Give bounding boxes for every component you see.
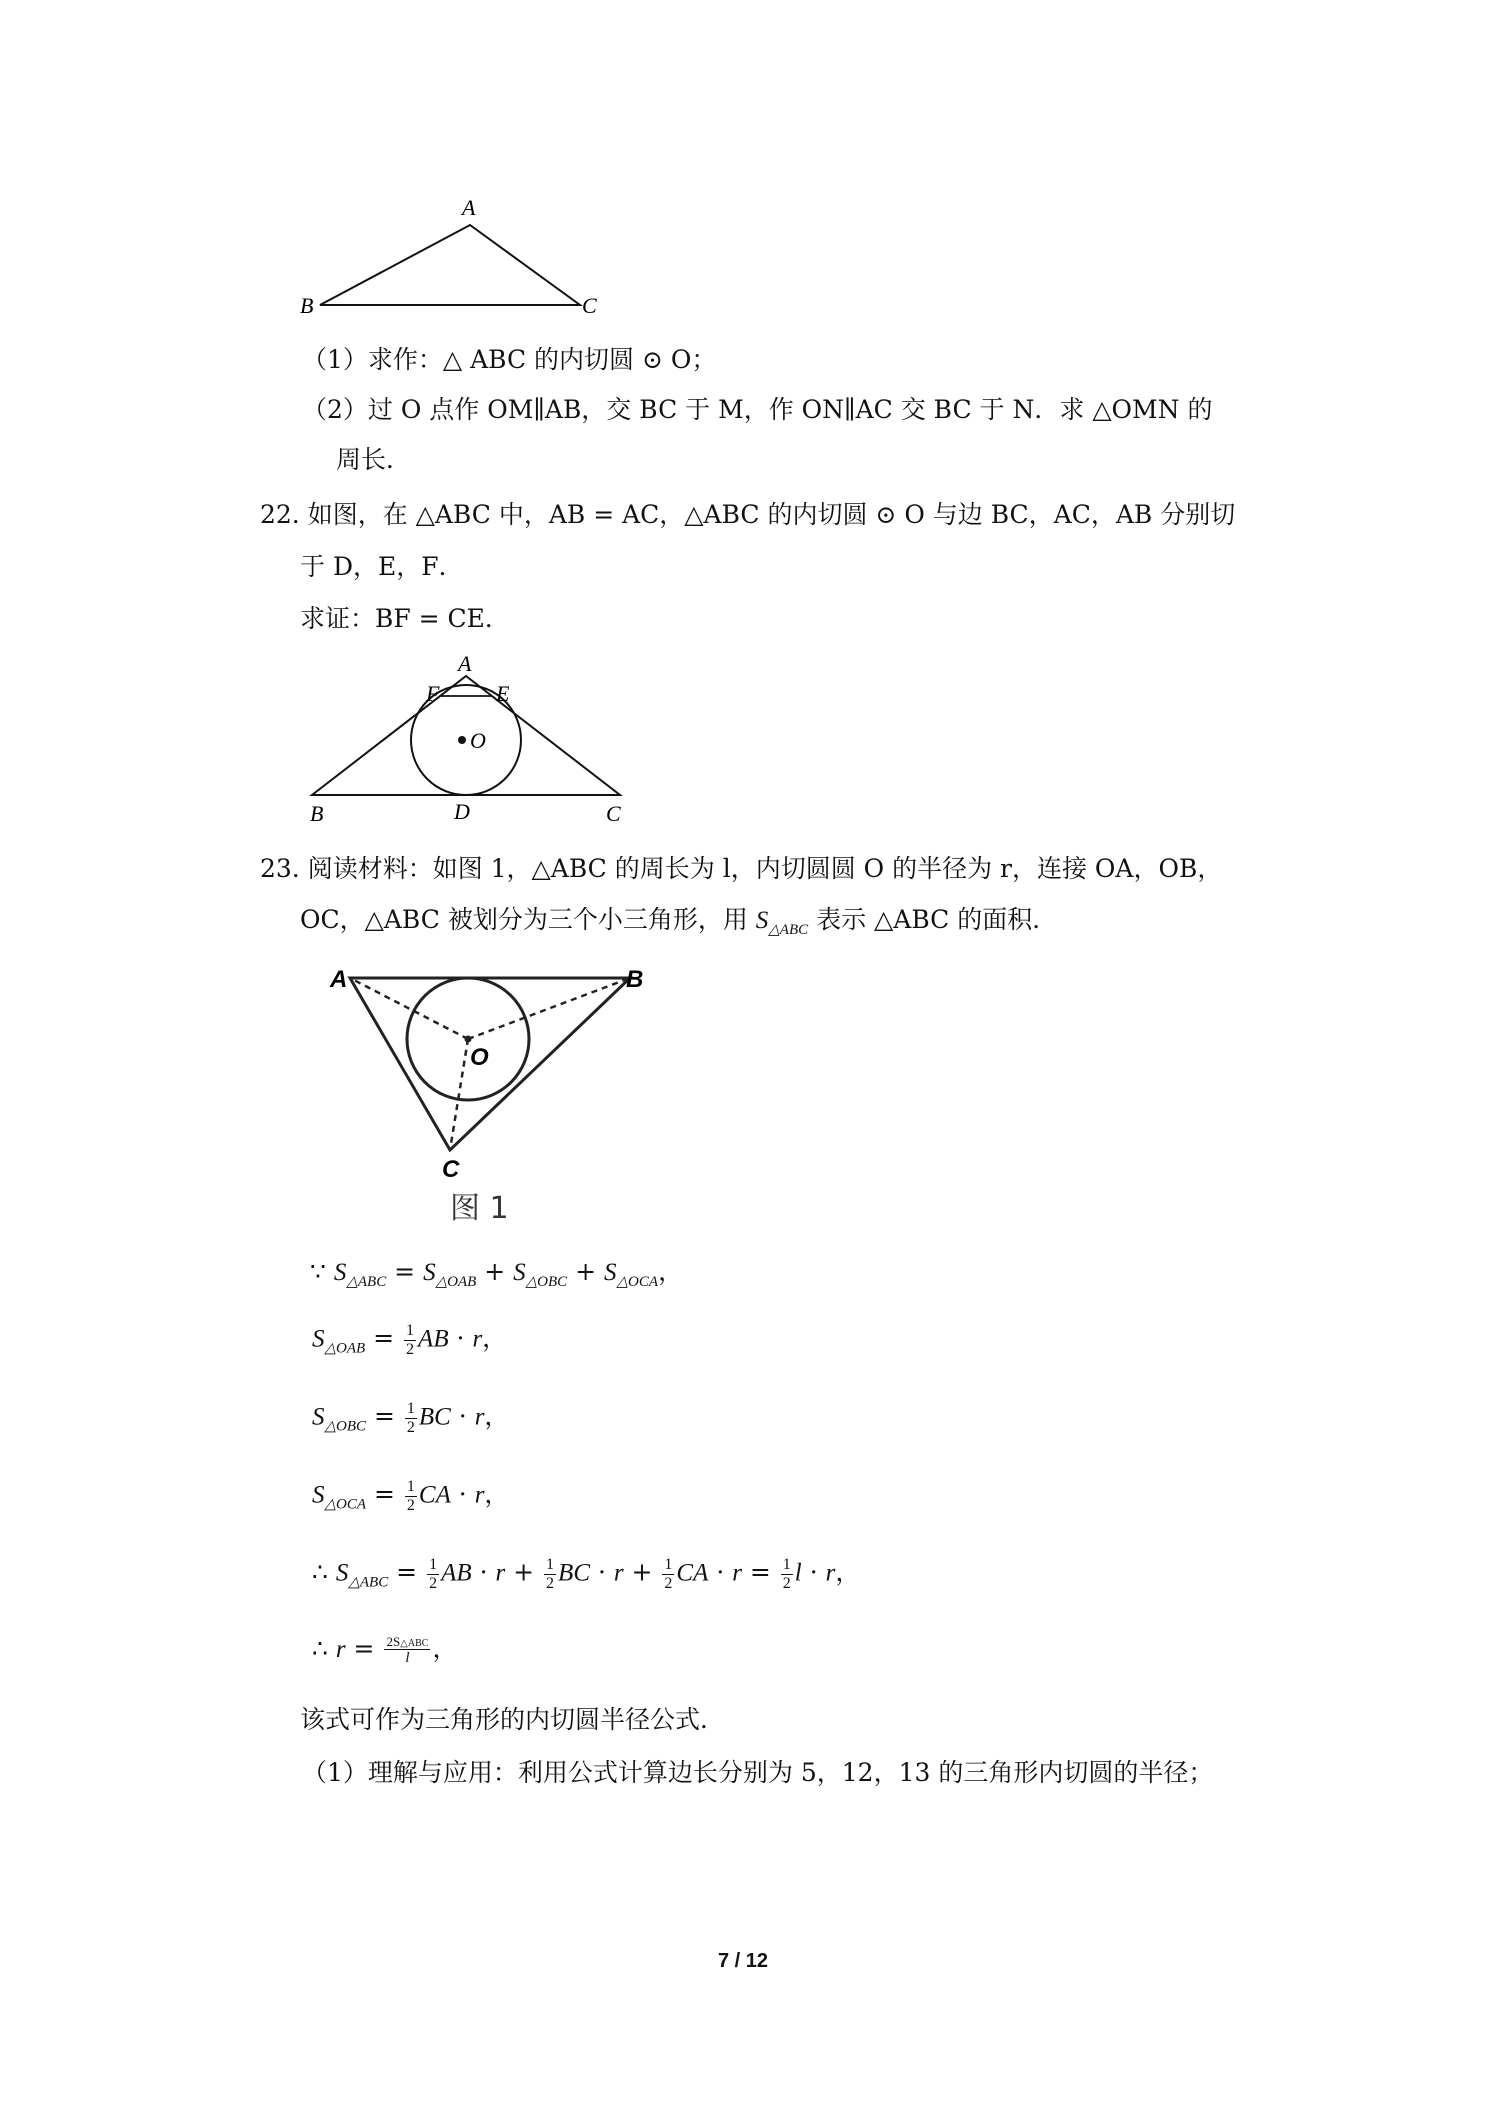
s-symbol: S [335,1559,349,1587]
label-c: C [606,801,621,826]
eq: = [345,1634,383,1663]
frac-den: 2 [429,1574,438,1592]
formula-s-abc-total [312,1556,860,1592]
eq: = [365,1323,403,1353]
therefore-symbol: ∴ [312,1557,328,1587]
figure-incircle-isosceles [300,655,640,830]
label-e: E [496,681,510,706]
frac-den: l [405,1649,410,1666]
s-symbol: S [312,1325,325,1353]
s-symbol: S [423,1259,436,1286]
frac-num: 1 [429,1556,438,1573]
comma: ， [658,1257,684,1286]
q22-line2: 于 D，E，F． [300,552,464,581]
q23-conclusion: 该式可作为三角形的内切圆半径公式． [300,1705,726,1734]
q23-line2-c: 表示 △ABC 的面积． [808,905,1058,934]
side-ca: CA [676,1559,709,1587]
formula-s-oca [312,1478,509,1514]
eq: = [366,1479,403,1509]
sub-oca: △OCA [324,1496,367,1513]
label-o: O [470,1044,489,1071]
s-symbol: S [604,1259,617,1286]
side-ca: CA [418,1481,451,1509]
q22-line1: 22. 如图，在 △ABC 中，AB = AC，△ABC 的内切圆 ⊙ O 与边 BC，AC，AB 分别切 [260,500,1236,529]
frac-num: 1 [406,1478,415,1495]
dot: · [450,1401,475,1431]
dot: · [801,1557,826,1587]
dot: · [450,1479,475,1509]
fraction-half [427,1556,439,1592]
fraction-half [662,1556,674,1592]
label-b: B [626,966,644,993]
sub-obc: △OBC [324,1418,367,1435]
plus: + [567,1257,605,1286]
q23-part1: （1）理解与应用：利用公式计算边长分别为 5，12，13 的三角形内切圆的半径； [302,1758,1214,1787]
dot: · [590,1557,614,1587]
frac-den: 2 [406,1418,415,1436]
label-a: A [462,195,476,220]
q21-part1: （1）求作：△ ABC 的内切圆 ⊙ O； [302,345,717,374]
eq: = [386,1257,424,1286]
sub-abc: △ABC [346,1274,387,1290]
s-symbol: S [333,1259,347,1286]
sub-oab: △OAB [324,1340,366,1357]
sub-abc: △ABC [348,1574,389,1591]
label-b: B [300,293,314,318]
frac-num: 1 [406,1400,415,1417]
formula-s-obc [312,1400,509,1436]
frac-num: 1 [664,1556,673,1573]
q21-part2-line2: 周长． [336,445,412,474]
side-ab: AB [441,1559,472,1587]
q21-part2-line1: （2）过 O 点作 OM∥AB，交 BC 于 M，作 ON∥AC 交 BC 于 N．求 △OMN 的 [302,395,1213,424]
l-symbol: l [794,1559,802,1587]
formula-r [312,1634,457,1666]
r-symbol: r [472,1325,483,1353]
frac-den: 2 [546,1574,555,1592]
eq: = [741,1557,779,1587]
q22-line3: 求证：BF = CE． [300,604,510,633]
frac-num [384,1635,430,1650]
num-2s: 2S [386,1633,401,1649]
comma: ， [482,1323,508,1353]
triangle-abc [320,225,580,305]
comma: ， [432,1634,458,1663]
label-a: A [458,655,472,676]
label-d: D [454,799,470,824]
r-symbol: r [474,1481,485,1509]
r-symbol: r [613,1559,624,1587]
frac-num: 1 [782,1556,791,1573]
label-c: C [582,293,597,318]
formula-s-oab [312,1322,507,1358]
plus: + [623,1557,661,1587]
r-symbol: r [335,1636,346,1663]
q23-line2-s: S [755,907,769,934]
frac-den: 2 [406,1496,415,1514]
frac-num: 1 [546,1556,555,1573]
because-symbol: ∵ [310,1257,326,1286]
formula-sum-areas [310,1257,683,1291]
s-symbol: S [312,1481,325,1509]
s-symbol: S [312,1403,325,1431]
label-c: C [442,1156,460,1183]
eq: = [388,1557,426,1587]
sub-oab: △OAB [435,1274,477,1290]
frac-den: 2 [664,1574,673,1592]
triangle-abc-fig1 [350,978,630,1150]
side-bc: BC [558,1559,590,1587]
comma: ， [835,1557,861,1587]
plus: + [476,1257,514,1286]
fraction-half [544,1556,556,1592]
triangle-abc-isosceles [312,676,620,795]
dot: · [471,1557,496,1587]
center-o-dot [458,736,466,744]
dashed-ob [468,978,630,1039]
fraction-half [405,1400,417,1436]
s-symbol: S [513,1259,526,1286]
fraction-half [405,1478,417,1514]
label-a: A [330,966,348,993]
side-ab: AB [418,1325,449,1353]
label-b: B [310,801,324,826]
label-f: F [426,681,440,706]
r-symbol: r [495,1559,506,1587]
fraction-half [781,1556,793,1592]
frac-num: 1 [406,1322,415,1339]
page-number: 7 / 12 [718,1950,769,1972]
therefore-symbol: ∴ [312,1634,328,1663]
num-sub: △ABC [400,1637,429,1649]
r-symbol: r [474,1403,485,1431]
sub-oca: △OCA [616,1274,659,1290]
q23-line2-sub: △ABC [768,922,809,938]
r-symbol: r [732,1559,742,1587]
frac-den: 2 [406,1340,415,1358]
center-o-dot [465,1036,472,1043]
q23-line2 [300,905,1057,939]
frac-den: 2 [782,1574,791,1592]
figure-caption: 图 1 [450,1191,509,1226]
dot: · [448,1323,473,1353]
eq: = [366,1401,403,1431]
side-bc: BC [418,1403,451,1431]
label-o: O [470,728,486,753]
q23-line2-a: OC，△ABC 被划分为三个小三角形，用 [300,905,756,934]
fraction-r [384,1635,430,1667]
q23-line1: 23. 阅读材料：如图 1，△ABC 的周长为 l，内切圆圆 O 的半径为 r，连接 OA，OB， [260,854,1223,883]
plus: + [505,1557,543,1587]
r-symbol: r [825,1559,836,1587]
figure-triangle-abc [290,195,610,325]
dot: · [708,1557,733,1587]
comma: ， [484,1479,510,1509]
fraction-half [404,1322,416,1358]
sub-obc: △OBC [525,1274,568,1290]
comma: ， [484,1401,510,1431]
